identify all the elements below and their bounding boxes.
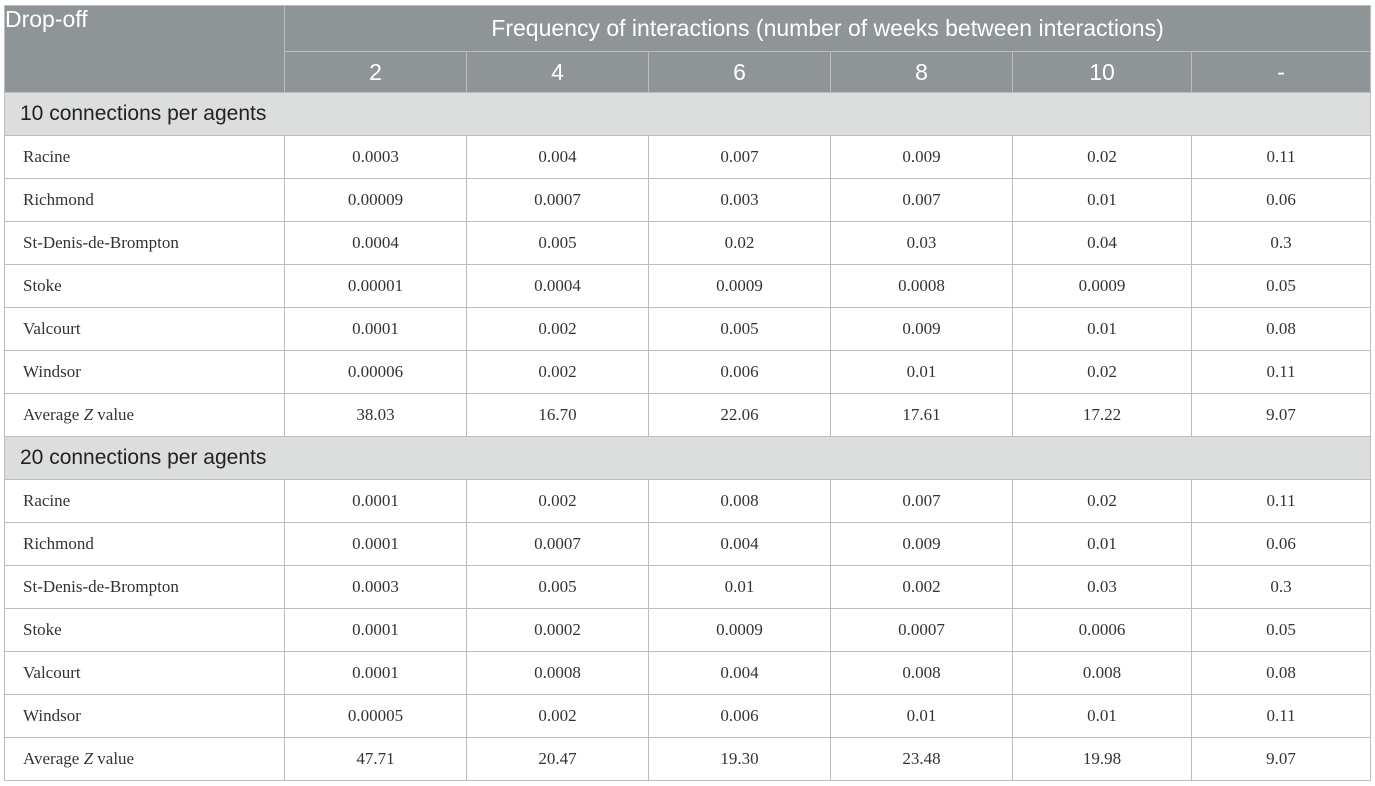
table-cell: 0.009: [831, 308, 1013, 351]
average-label-suffix: value: [93, 749, 135, 768]
section-row: [5, 437, 1371, 480]
table-cell: 0.00009: [285, 179, 467, 222]
table-cell: 0.007: [831, 179, 1013, 222]
table-row: [5, 566, 1371, 609]
table-cell: 0.008: [831, 652, 1013, 695]
table-cell: 0.01: [649, 566, 831, 609]
table-cell: 0.0007: [467, 523, 649, 566]
table-cell: 0.0001: [285, 308, 467, 351]
column-header: 4: [467, 52, 649, 93]
frequency-header: Frequency of interactions (number of weeks between interactions): [285, 6, 1371, 52]
table-cell: 0.3: [1192, 222, 1371, 265]
table-cell: 0.002: [467, 308, 649, 351]
row-label: St-Denis-de-Brompton: [5, 566, 285, 609]
average-cell: 23.48: [831, 738, 1013, 781]
table-row: [5, 308, 1371, 351]
column-header: 8: [831, 52, 1013, 93]
average-cell: 47.71: [285, 738, 467, 781]
average-cell: 19.98: [1013, 738, 1192, 781]
table-cell: 0.0001: [285, 523, 467, 566]
average-label-suffix: value: [93, 405, 135, 424]
table-cell: 0.01: [1013, 179, 1192, 222]
table-cell: 0.00006: [285, 351, 467, 394]
table-cell: 0.08: [1192, 652, 1371, 695]
table-cell: 0.002: [467, 695, 649, 738]
row-label: Windsor: [5, 351, 285, 394]
section-row: [5, 93, 1371, 136]
table-row: [5, 222, 1371, 265]
table-cell: 0.009: [831, 136, 1013, 179]
average-cell: 16.70: [467, 394, 649, 437]
table-cell: 0.0009: [1013, 265, 1192, 308]
table-cell: 0.0009: [649, 609, 831, 652]
table-cell: 0.007: [831, 480, 1013, 523]
section-title: 10 connections per agents: [5, 93, 1371, 136]
average-label-variable: Z: [83, 405, 94, 424]
table-cell: 0.0008: [831, 265, 1013, 308]
table-cell: 0.0004: [285, 222, 467, 265]
table-cell: 0.0003: [285, 566, 467, 609]
table-cell: 0.06: [1192, 179, 1371, 222]
table-cell: 0.08: [1192, 308, 1371, 351]
table-cell: 0.0001: [285, 480, 467, 523]
table-cell: 0.01: [1013, 308, 1192, 351]
table-cell: 0.02: [1013, 480, 1192, 523]
row-label: Windsor: [5, 695, 285, 738]
column-header: -: [1192, 52, 1371, 93]
table-cell: 0.01: [1013, 695, 1192, 738]
average-row: [5, 394, 1371, 437]
table-row: [5, 351, 1371, 394]
table-cell: 0.0001: [285, 609, 467, 652]
table-cell: 0.0007: [831, 609, 1013, 652]
table-cell: 0.01: [1013, 523, 1192, 566]
table-cell: 0.06: [1192, 523, 1371, 566]
average-cell: 17.22: [1013, 394, 1192, 437]
column-header: 6: [649, 52, 831, 93]
table-row: [5, 265, 1371, 308]
average-cell: 17.61: [831, 394, 1013, 437]
table-cell: 0.11: [1192, 351, 1371, 394]
row-label: Richmond: [5, 179, 285, 222]
table-cell: 0.002: [831, 566, 1013, 609]
table-cell: 0.02: [1013, 351, 1192, 394]
table-cell: 0.02: [1013, 136, 1192, 179]
average-cell: 19.30: [649, 738, 831, 781]
table-cell: 0.11: [1192, 480, 1371, 523]
table-cell: 0.006: [649, 351, 831, 394]
table-row: [5, 523, 1371, 566]
corner-header: Drop-off: [5, 6, 285, 93]
average-cell: 9.07: [1192, 394, 1371, 437]
table-cell: 0.01: [831, 351, 1013, 394]
table-cell: 0.0008: [467, 652, 649, 695]
table-row: [5, 652, 1371, 695]
average-cell: 22.06: [649, 394, 831, 437]
table-cell: 0.008: [1013, 652, 1192, 695]
row-label: Richmond: [5, 523, 285, 566]
table-cell: 0.009: [831, 523, 1013, 566]
table-cell: 0.3: [1192, 566, 1371, 609]
average-label-variable: Z: [83, 749, 94, 768]
table-cell: 0.005: [649, 308, 831, 351]
average-label-prefix: Average: [23, 749, 84, 768]
table-cell: 0.04: [1013, 222, 1192, 265]
table-row: [5, 179, 1371, 222]
table-cell: 0.0004: [467, 265, 649, 308]
average-cell: 38.03: [285, 394, 467, 437]
table-body: [5, 93, 1371, 781]
column-header: 2: [285, 52, 467, 93]
table-row: [5, 609, 1371, 652]
table-cell: 0.004: [467, 136, 649, 179]
average-label-prefix: Average: [23, 405, 84, 424]
table-header: [5, 6, 1371, 93]
table-cell: 0.05: [1192, 609, 1371, 652]
row-label: Valcourt: [5, 652, 285, 695]
section-title: 20 connections per agents: [5, 437, 1371, 480]
table-cell: 0.0006: [1013, 609, 1192, 652]
table-row: [5, 136, 1371, 179]
row-label: Racine: [5, 136, 285, 179]
average-cell: 9.07: [1192, 738, 1371, 781]
table-cell: 0.007: [649, 136, 831, 179]
table-row: [5, 480, 1371, 523]
table-cell: 0.006: [649, 695, 831, 738]
table-cell: 0.0003: [285, 136, 467, 179]
table-cell: 0.05: [1192, 265, 1371, 308]
table-cell: 0.03: [831, 222, 1013, 265]
row-label: St-Denis-de-Brompton: [5, 222, 285, 265]
table-cell: 0.02: [649, 222, 831, 265]
table-cell: 0.0001: [285, 652, 467, 695]
table-cell: 0.11: [1192, 695, 1371, 738]
table-cell: 0.0007: [467, 179, 649, 222]
table-row: [5, 695, 1371, 738]
table-cell: 0.01: [831, 695, 1013, 738]
row-label: Valcourt: [5, 308, 285, 351]
table-cell: 0.00005: [285, 695, 467, 738]
table-cell: 0.005: [467, 222, 649, 265]
average-cell: 20.47: [467, 738, 649, 781]
column-header: 10: [1013, 52, 1192, 93]
average-label: [5, 738, 285, 781]
table-cell: 0.0002: [467, 609, 649, 652]
average-label: [5, 394, 285, 437]
table-cell: 0.004: [649, 652, 831, 695]
table-cell: 0.002: [467, 480, 649, 523]
table-cell: 0.11: [1192, 136, 1371, 179]
table-cell: 0.0009: [649, 265, 831, 308]
row-label: Racine: [5, 480, 285, 523]
table-cell: 0.005: [467, 566, 649, 609]
table-cell: 0.008: [649, 480, 831, 523]
table-cell: 0.00001: [285, 265, 467, 308]
table-cell: 0.004: [649, 523, 831, 566]
table-cell: 0.002: [467, 351, 649, 394]
table-cell: 0.03: [1013, 566, 1192, 609]
row-label: Stoke: [5, 609, 285, 652]
table-cell: 0.003: [649, 179, 831, 222]
drop-off-table: [4, 5, 1371, 781]
row-label: Stoke: [5, 265, 285, 308]
average-row: [5, 738, 1371, 781]
